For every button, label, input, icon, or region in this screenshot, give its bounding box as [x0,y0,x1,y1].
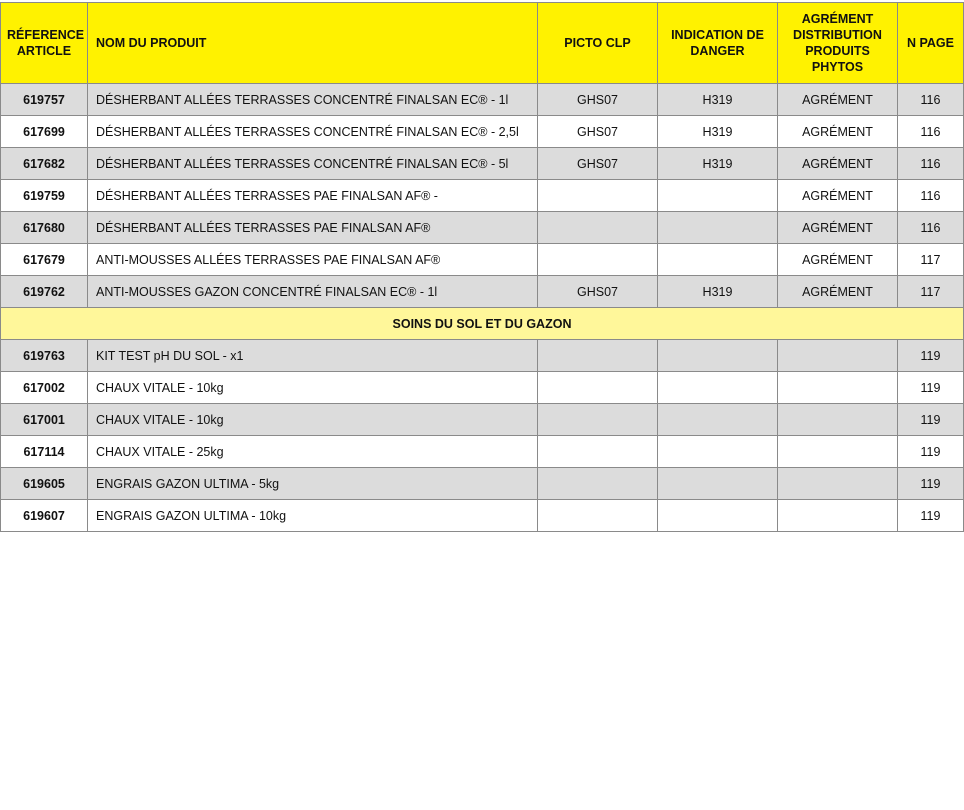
cell-name: DÉSHERBANT ALLÉES TERRASSES PAE FINALSAN AF® - [88,180,538,212]
cell-page: 119 [898,340,964,372]
cell-danger [658,340,778,372]
header-picto: PICTO CLP [538,3,658,84]
table-row [1,84,964,116]
cell-name: ENGRAIS GAZON ULTIMA - 10kg [88,500,538,532]
section-title: SOINS DU SOL ET DU GAZON [1,308,964,340]
cell-ref: 617114 [1,436,88,468]
cell-ref: 619607 [1,500,88,532]
cell-page: 119 [898,436,964,468]
header-page: N PAGE [898,3,964,84]
product-table [0,2,964,532]
cell-name: ENGRAIS GAZON ULTIMA - 5kg [88,468,538,500]
cell-danger [658,436,778,468]
cell-picto: GHS07 [538,148,658,180]
cell-picto [538,500,658,532]
cell-page: 116 [898,180,964,212]
cell-name: ANTI-MOUSSES ALLÉES TERRASSES PAE FINALSAN AF® [88,244,538,276]
cell-agrement: AGRÉMENT [778,84,898,116]
cell-picto [538,212,658,244]
cell-picto [538,180,658,212]
cell-agrement: AGRÉMENT [778,276,898,308]
table-row [1,340,964,372]
table-row [1,436,964,468]
cell-page: 116 [898,212,964,244]
section-row [1,308,964,340]
cell-danger [658,180,778,212]
cell-agrement: AGRÉMENT [778,180,898,212]
cell-picto: GHS07 [538,84,658,116]
cell-name: KIT TEST pH DU SOL - x1 [88,340,538,372]
cell-picto [538,436,658,468]
cell-page: 119 [898,372,964,404]
table-body-soins [1,340,964,532]
cell-danger [658,500,778,532]
cell-picto [538,372,658,404]
cell-agrement: AGRÉMENT [778,148,898,180]
table-row [1,372,964,404]
cell-danger: H319 [658,276,778,308]
cell-agrement: AGRÉMENT [778,244,898,276]
cell-danger [658,468,778,500]
table-row [1,148,964,180]
cell-danger: H319 [658,116,778,148]
header-ref: RÉFERENCE ARTICLE [1,3,88,84]
table-row [1,276,964,308]
cell-picto: GHS07 [538,276,658,308]
cell-name: CHAUX VITALE - 10kg [88,404,538,436]
cell-picto [538,468,658,500]
cell-page: 116 [898,84,964,116]
cell-agrement [778,468,898,500]
cell-ref: 617680 [1,212,88,244]
product-table-sheet [0,2,964,532]
cell-page: 117 [898,244,964,276]
cell-name: DÉSHERBANT ALLÉES TERRASSES PAE FINALSAN AF® [88,212,538,244]
cell-page: 119 [898,468,964,500]
cell-page: 117 [898,276,964,308]
cell-agrement: AGRÉMENT [778,212,898,244]
header-agrement: AGRÉMENT DISTRIBUTION PRODUITS PHYTOS [778,3,898,84]
cell-ref: 619605 [1,468,88,500]
cell-picto [538,340,658,372]
cell-ref: 617001 [1,404,88,436]
header-row [1,3,964,84]
cell-danger [658,244,778,276]
cell-agrement [778,340,898,372]
cell-danger [658,404,778,436]
cell-ref: 619762 [1,276,88,308]
cell-name: CHAUX VITALE - 10kg [88,372,538,404]
table-row [1,468,964,500]
cell-ref: 619757 [1,84,88,116]
header-name: NOM DU PRODUIT [88,3,538,84]
cell-ref: 617679 [1,244,88,276]
cell-ref: 619763 [1,340,88,372]
header-danger: INDICATION DE DANGER [658,3,778,84]
table-row [1,244,964,276]
table-row [1,116,964,148]
table-body-phytos [1,84,964,308]
cell-name: DÉSHERBANT ALLÉES TERRASSES CONCENTRÉ FINALSAN EC® - 2,5l [88,116,538,148]
cell-name: ANTI-MOUSSES GAZON CONCENTRÉ FINALSAN EC® - 1l [88,276,538,308]
table-row [1,180,964,212]
cell-agrement [778,404,898,436]
cell-danger: H319 [658,84,778,116]
cell-name: DÉSHERBANT ALLÉES TERRASSES CONCENTRÉ FINALSAN EC® - 1l [88,84,538,116]
cell-agrement [778,500,898,532]
cell-agrement: AGRÉMENT [778,116,898,148]
cell-page: 116 [898,148,964,180]
cell-danger [658,372,778,404]
cell-page: 116 [898,116,964,148]
cell-danger: H319 [658,148,778,180]
cell-danger [658,212,778,244]
cell-name: CHAUX VITALE - 25kg [88,436,538,468]
table-row [1,500,964,532]
cell-agrement [778,436,898,468]
table-row [1,404,964,436]
cell-page: 119 [898,404,964,436]
cell-ref: 617002 [1,372,88,404]
cell-picto: GHS07 [538,116,658,148]
cell-picto [538,404,658,436]
cell-ref: 617682 [1,148,88,180]
cell-ref: 619759 [1,180,88,212]
cell-picto [538,244,658,276]
cell-page: 119 [898,500,964,532]
table-row [1,212,964,244]
cell-name: DÉSHERBANT ALLÉES TERRASSES CONCENTRÉ FINALSAN EC® - 5l [88,148,538,180]
cell-agrement [778,372,898,404]
cell-ref: 617699 [1,116,88,148]
section-body [1,308,964,340]
